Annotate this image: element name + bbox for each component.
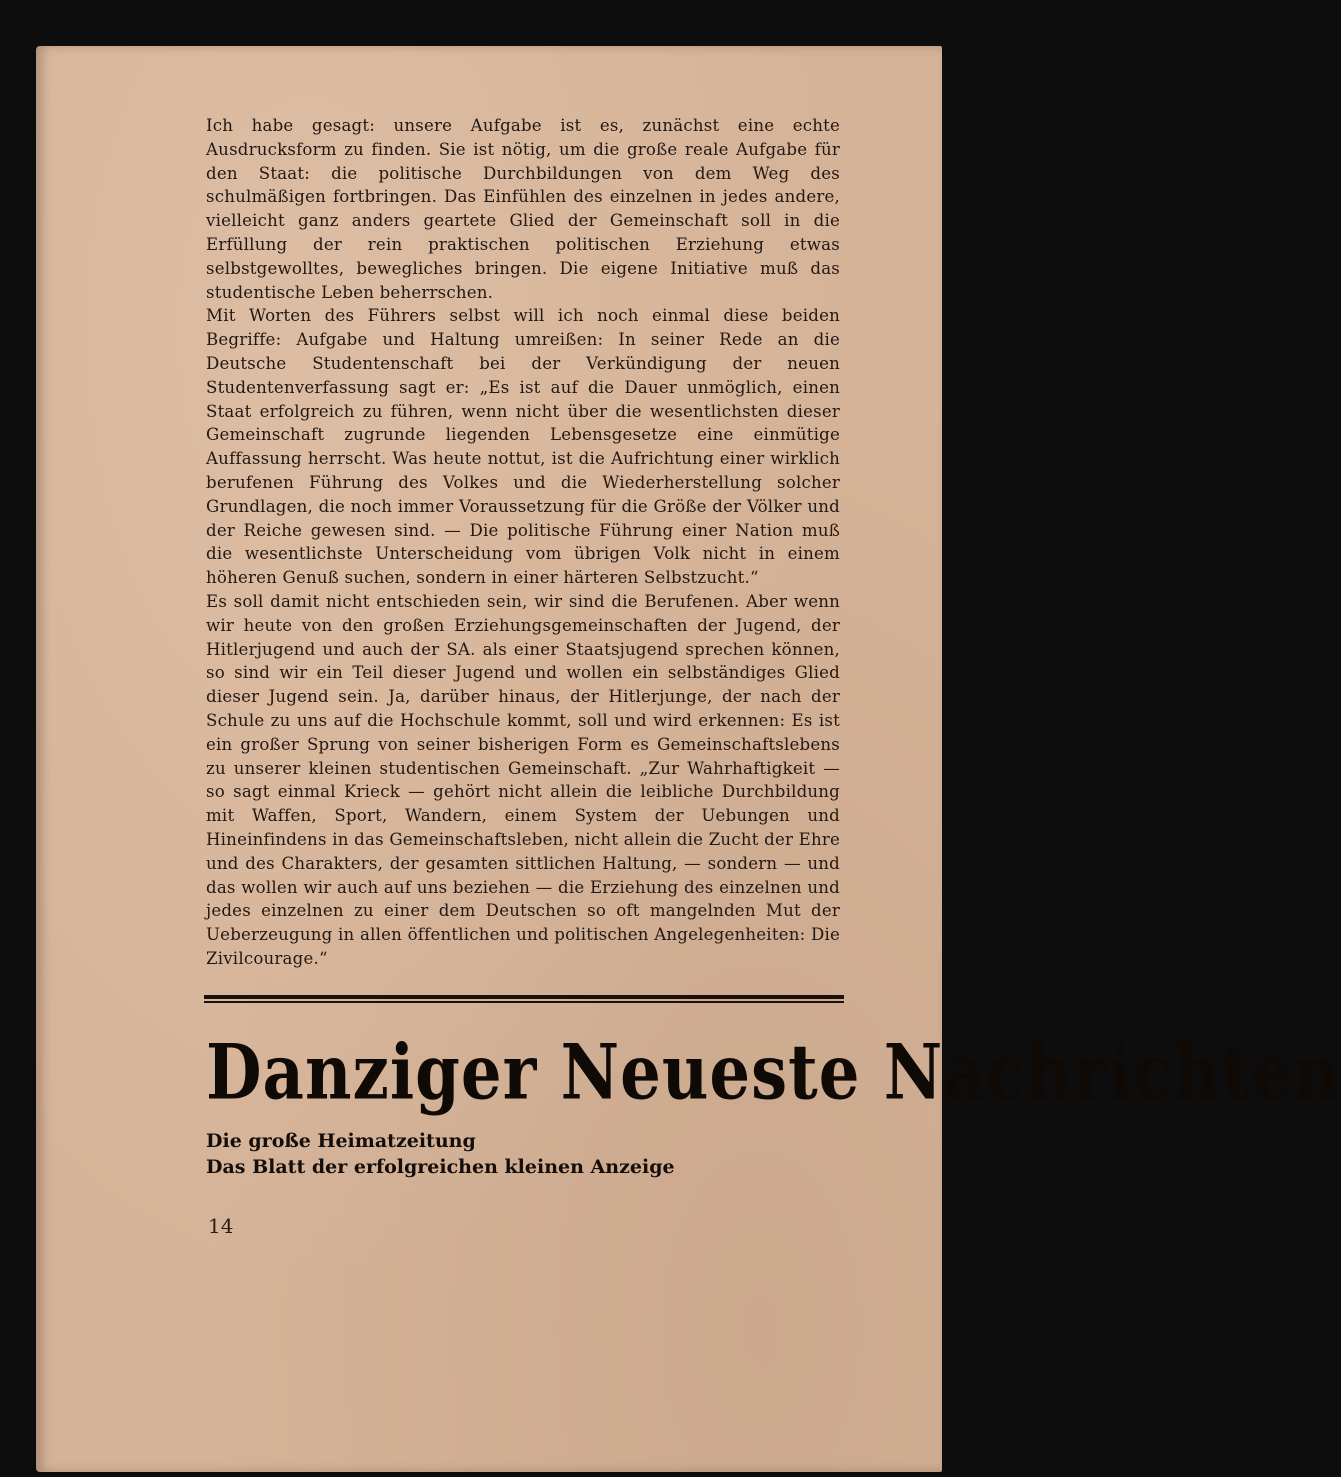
paragraph-3: Es soll damit nicht entschieden sein, wir sind die Berufenen. Aber wenn wir heute von den großen Erziehungsgemeinschaften der Jugend, der Hitlerjugend und auch der SA. als einer Staatsjugend sprechen können, so sind wir ein Teil dieser Jugend und wollen ein selbständiges Glied dieser Jugend sein. Ja, darüber hinaus, der Hitlerjunge, der nach der Schule zu uns auf die Hochschule kommt, soll und wird erkennen: Es ist ein großer Sprung von seiner bisherigen Form es Gemeinschaftslebens zu unserer kleinen studentischen Gemeinschaft. „Zur Wahrhaftigkeit — so sagt einmal Krieck — gehört nicht allein die leibliche Durchbildung mit Waffen, Sport, Wandern, einem System der Uebungen und Hineinfindens in das Gemeinschaftsleben, nicht allein die Zucht der Ehre und des Charakters, der gesamten sittlichen Haltung, — sondern — und das wollen wir auch auf uns beziehen — die Erziehung des einzelnen und jedes einzelnen zu einer dem Deutschen so oft mangelnden Mut der Ueberzeugung in allen öffentlichen und politischen Angelegenheiten: Die Zivilcourage.“	[206, 591, 840, 968]
separator-rule-thick	[204, 995, 844, 999]
newspaper-advertisement	[206, 1028, 1341, 1180]
paragraph-1: Ich habe gesagt: unsere Aufgabe ist es, zunächst eine echte Ausdrucksform zu finden. Sie ist nötig, um die große reale Aufgabe für den Staat: die politische Durchbildungen von dem Weg des schulmäßigen fortbringen. Das Einfühlen des einzelnen in jedes andere, vielleicht ganz anders geartete Glied der Gemeinschaft soll in die Erfüllung der rein praktischen politischen Erziehung etwas selbstgewolltes, bewegliches bringen. Die eigene Initiative muß das studentische Leben beherrschen.	[206, 116, 840, 302]
paragraph-2: Mit Worten des Führers selbst will ich noch einmal diese beiden Begriffe: Aufgabe und Haltung umreißen: In seiner Rede an die Deutsche Studentenschaft bei der Verkündigung der neuen Studentenverfassung sagt er: „Es ist auf die Dauer unmöglich, einen Staat erfolgreich zu führen, wenn nicht über die wesentlichsten dieser Gemeinschaft zugrunde liegenden Lebensgesetze eine einmütige Auffassung herrscht. Was heute nottut, ist die Aufrichtung einer wirklich berufenen Führung des Volkes und die Wiederherstellung solcher Grundlagen, die noch immer Voraussetzung für die Größe der Völker und der Reiche gewesen sind. — Die politische Führung einer Nation muß die wesentlichste Unterscheidung vom übrigen Volk nicht in einem höheren Genuß suchen, sondern in einer härteren Selbstzucht.“	[206, 306, 840, 588]
newspaper-masthead: Danziger Neueste Nachrichten	[206, 1028, 1341, 1118]
separator-rule	[204, 995, 844, 1003]
ad-tagline-2: Das Blatt der erfolgreichen kleinen Anzeige	[206, 1156, 675, 1178]
body-text	[206, 114, 840, 971]
page-number: 14	[208, 1214, 234, 1238]
ad-tagline-1: Die große Heimatzeitung	[206, 1130, 476, 1152]
separator-rule-thin	[204, 1001, 844, 1003]
